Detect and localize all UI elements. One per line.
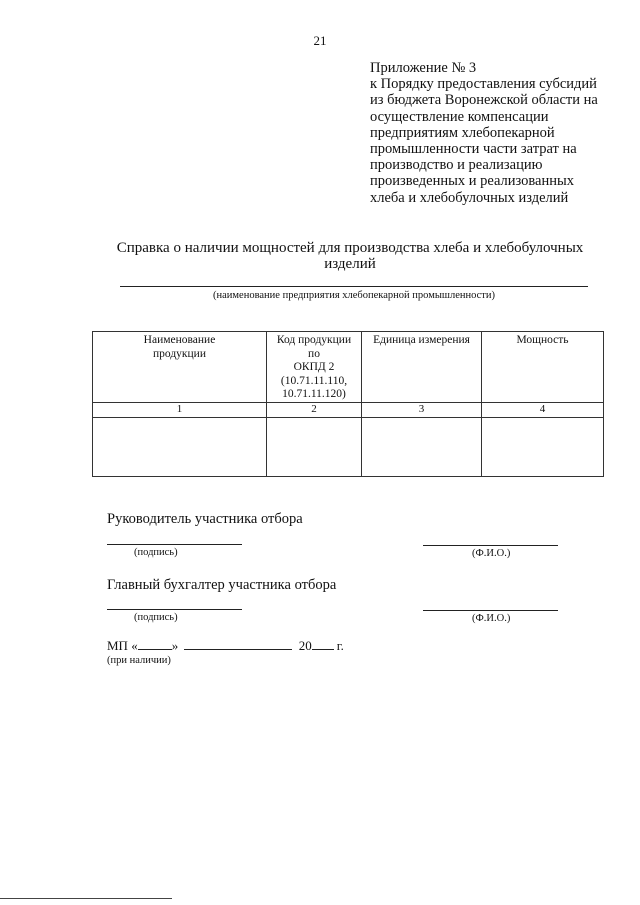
appendix-line: промышленности части затрат на	[370, 141, 577, 158]
appendix-line: производство и реализацию	[370, 157, 543, 174]
head-name-caption: (Ф.И.О.)	[472, 548, 511, 559]
appendix-line: к Порядку предоставления субсидий	[370, 76, 597, 93]
document-title-line: изделий	[324, 256, 376, 272]
appendix-line: произведенных и реализованных	[370, 173, 575, 190]
accountant-signature-title: Главный бухгалтер участника отбора	[107, 577, 337, 593]
table-cell-unit[interactable]	[362, 418, 482, 477]
accountant-signature-line[interactable]	[107, 609, 242, 610]
enterprise-name-line[interactable]	[120, 286, 588, 287]
appendix-line: Приложение № 3	[370, 60, 477, 76]
document-title-line: Справка о наличии мощностей для производства хлеба и хлебобулочных	[116, 240, 584, 256]
table-cell-product-name[interactable]	[93, 418, 267, 477]
column-number: 3	[362, 403, 482, 418]
head-name-line[interactable]	[423, 545, 558, 546]
table-cell-product-code[interactable]	[267, 418, 362, 477]
appendix-line: осуществление компенсации	[370, 108, 549, 125]
column-number: 2	[267, 403, 362, 418]
table-header-row	[93, 332, 604, 403]
accountant-signature-caption: (подпись)	[134, 612, 178, 623]
month-blank[interactable]	[184, 637, 292, 650]
capacity-table	[92, 331, 604, 477]
header-product-name: Наименование продукции	[93, 332, 267, 403]
column-number: 4	[482, 403, 604, 418]
table-cell-capacity[interactable]	[482, 418, 604, 477]
table-column-numbers-row	[93, 403, 604, 418]
stamp-date-line	[107, 637, 344, 654]
stamp-label: МП «	[107, 638, 138, 653]
accountant-name-caption: (Ф.И.О.)	[472, 613, 511, 624]
document-title	[100, 240, 600, 272]
accountant-name-line[interactable]	[423, 610, 558, 611]
year-suffix: г.	[336, 638, 344, 653]
column-number: 1	[93, 403, 267, 418]
appendix-line: хлеба и хлебобулочных изделий	[370, 189, 569, 206]
stamp-caption: (при наличии)	[107, 655, 171, 666]
header-product-code: Код продукции по ОКПД 2 (10.71.11.110, 10.71.11.120)	[267, 332, 362, 403]
appendix-line: предприятиям хлебопекарной	[370, 124, 555, 141]
table-row	[93, 418, 604, 477]
header-capacity: Мощность	[482, 332, 604, 403]
quote-close: »	[171, 638, 179, 653]
enterprise-name-caption: (наименование предприятия хлебопекарной промышленности)	[213, 290, 495, 301]
page-number: 21	[313, 33, 327, 48]
footer-rule	[0, 898, 172, 899]
year-blank[interactable]	[312, 637, 334, 650]
appendix-line: из бюджета Воронежской области на	[370, 92, 598, 109]
head-signature-title: Руководитель участника отбора	[107, 511, 303, 527]
header-unit: Единица измерения	[362, 332, 482, 403]
year-prefix: 20	[298, 638, 312, 653]
appendix-header	[370, 60, 630, 206]
head-signature-caption: (подпись)	[134, 547, 178, 558]
head-signature-line[interactable]	[107, 544, 242, 545]
day-blank[interactable]	[138, 637, 172, 650]
